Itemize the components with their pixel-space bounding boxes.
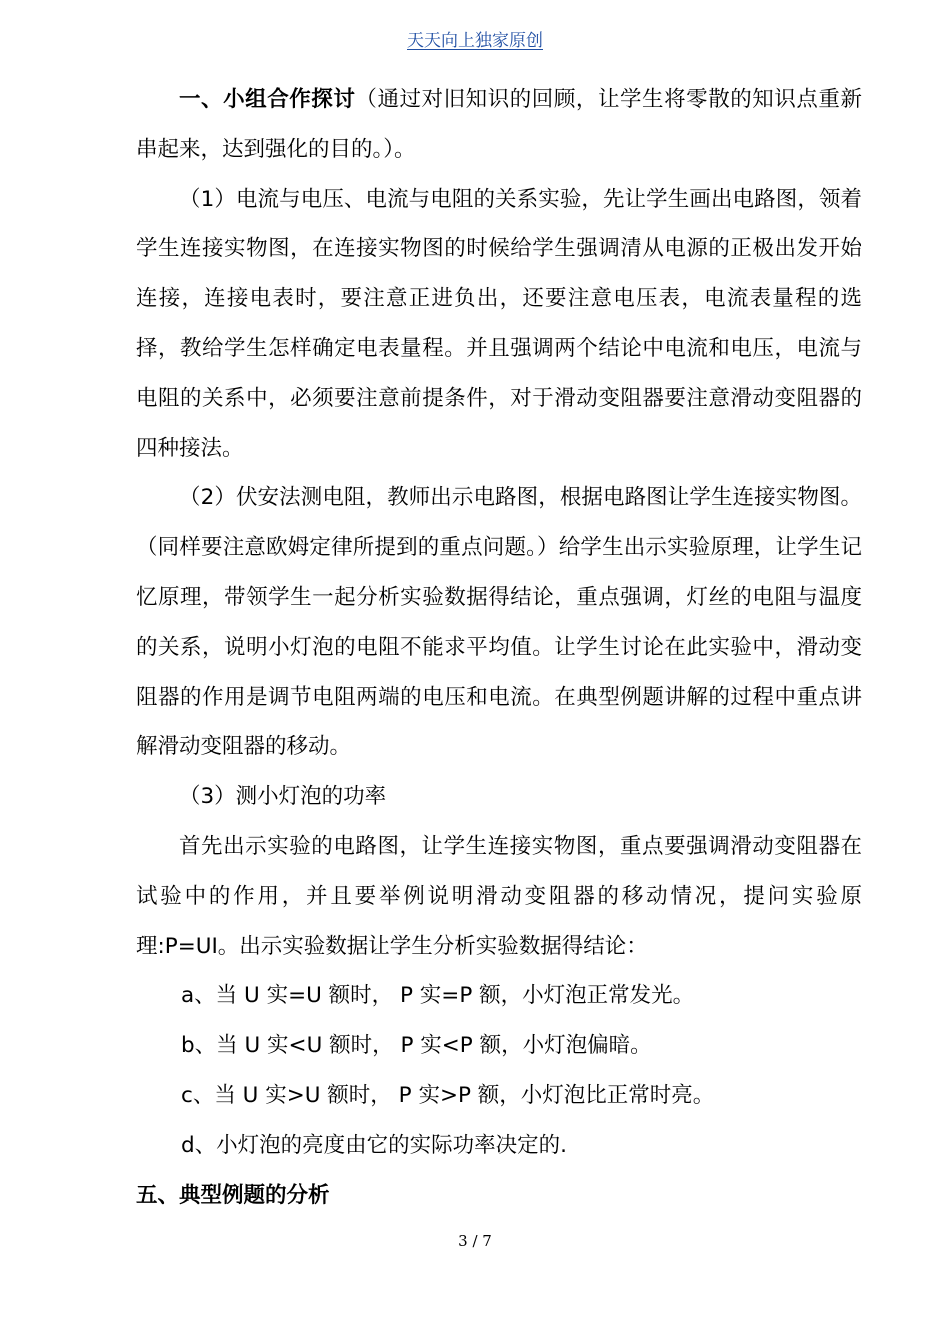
paragraph-lamp-power-heading: （3）测小灯泡的功率 <box>179 784 387 810</box>
section-heading-typical-examples: 五、典型例题的分析 <box>136 1182 330 1208</box>
paragraph-group-discussion <box>136 75 862 175</box>
conclusion-item-b: b、当 U 实<U 额时， P 实<P 额，小灯泡偏暗。 <box>181 1033 652 1059</box>
paragraph-current-voltage-experiment: （1）电流与电压、电流与电阻的关系实验，先让学生画出电路图，领着学生连接实物图，在连接实物图的时候给学生强调清从电源的正极出发开始连接，连接电表时，要注意正进负出，还要注意电压表，电流表量程的选择，教给学生怎样确定电表量程。并且强调两个结论中电流和电压，电流与电阻的关系中，必须要注意前提条件，对于滑动变阻器要注意滑动变阻器的四种接法。 <box>136 186 862 461</box>
conclusion-item-c: c、当 U 实>U 额时， P 实>P 额，小灯泡比正常时亮。 <box>181 1082 715 1108</box>
paragraph-voltammetry: （2）伏安法测电阻，教师出示电路图，根据电路图让学生连接实物图。（同样要注意欧姆定律所提到的重点问题。）给学生出示实验原理，让学生记忆原理，带领学生一起分析实验数据得结论，重点强调，灯丝的电阻与温度的关系，说明小灯泡的电阻不能求平均值。让学生讨论在此实验中，滑动变阻器的作用是调节电阻两端的电压和电流。在典型例题讲解的过程中重点讲解滑动变阻器的移动。 <box>136 485 862 760</box>
page-number: 3 / 7 <box>458 1232 492 1250</box>
paragraph-lamp-power-procedure: 首先出示实验的电路图，让学生连接实物图，重点要强调滑动变阻器在试验中的作用，并且要举例说明滑动变阻器的移动情况，提问实验原理:P=UI。出示实验数据让学生分析实验数据得结论： <box>136 833 862 959</box>
document-body <box>136 75 862 1220</box>
page-header <box>0 26 950 51</box>
group-discussion-note: （通过对旧知识的回顾，让学生将零散的知识点重新串起来，达到强化的目的。）。 <box>136 87 862 162</box>
section-title-group-discussion: 一、小组合作探讨 <box>179 87 356 112</box>
conclusion-item-d: d、小灯泡的亮度由它的实际功率决定的. <box>181 1132 567 1158</box>
conclusion-item-a: a、当 U 实=U 额时， P 实=P 额，小灯泡正常发光。 <box>181 983 695 1009</box>
header-text: 天天向上独家原创 <box>407 31 543 51</box>
